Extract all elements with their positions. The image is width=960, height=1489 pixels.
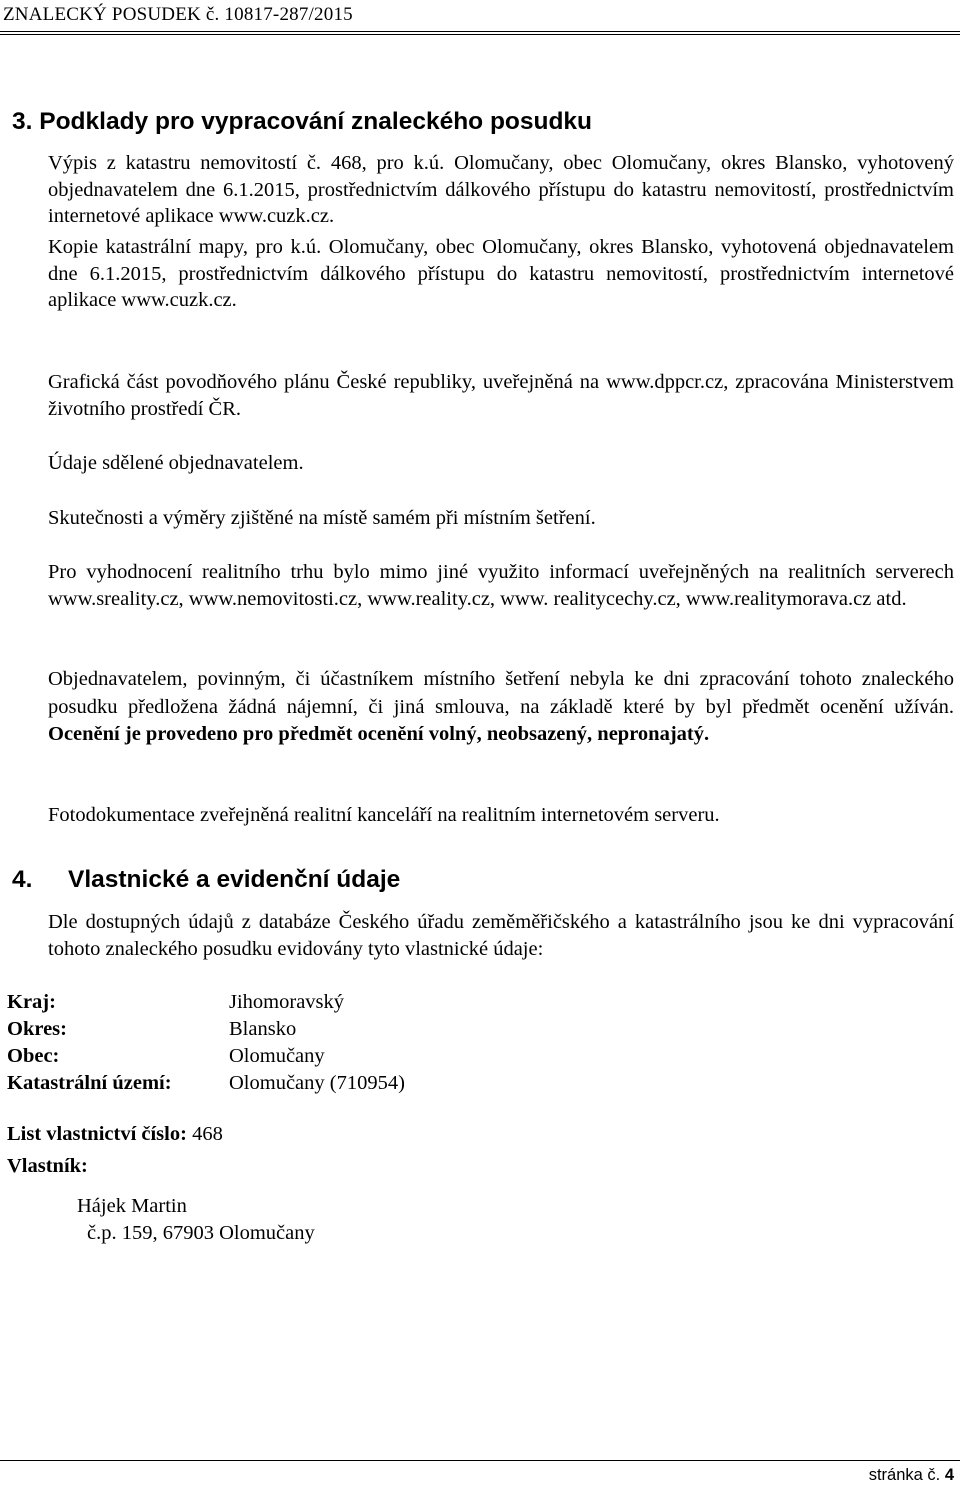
- field-municipality-value: Olomučany: [229, 1045, 325, 1067]
- page-footer: [869, 1466, 954, 1485]
- section-4-heading: [12, 866, 400, 894]
- ownership-sheet-number: 468: [192, 1123, 223, 1145]
- field-region-label: Kraj:: [7, 991, 56, 1013]
- paragraph-market-sources: Pro vyhodnocení realitního trhu bylo mimo jiné využito informací uveřejněných na realitních serverech www.sreality.cz, www.nemovitosti.cz, www.reality.cz, www. realitycechy.cz, www.realitymorava.cz atd.: [48, 561, 954, 610]
- header-rule: [0, 31, 960, 32]
- field-district-value: Blansko: [229, 1018, 297, 1040]
- paragraph-lease-statement: [48, 666, 954, 749]
- paragraph-onsite-findings: Skutečnosti a výměry zjištěné na místě samém při místním šetření.: [48, 507, 596, 529]
- header-rule-secondary: [0, 34, 960, 35]
- section-3-number: 3.: [12, 108, 33, 135]
- field-municipality-label: Obec:: [7, 1045, 60, 1067]
- owner-name: Hájek Martin: [77, 1195, 187, 1217]
- section-3-heading: [12, 108, 592, 136]
- paragraph-photo-documentation: Fotodokumentace zveřejněná realitní kanceláří na realitním internetovém serveru.: [48, 804, 720, 826]
- field-district-label: Okres:: [7, 1018, 67, 1040]
- owner-address: č.p. 159, 67903 Olomučany: [87, 1222, 315, 1244]
- paragraph-flood-plan: Grafická část povodňového plánu České republiky, uveřejněná na www.dppcr.cz, zpracována Ministerstvem životního prostředí ČR.: [48, 371, 954, 420]
- field-cadastral-area-value: Olomučany (710954): [229, 1072, 405, 1094]
- page-header: [0, 2, 960, 30]
- footer-page-label: stránka č.: [868, 1466, 941, 1484]
- lease-text: Objednavatelem, povinným, či účastníkem místního šetření nebyla ke dni zpracování tohoto znaleckého posudku předložena žádná nájemní, či jiná smlouva, na základě které by byl předmět ocenění užíván.: [48, 668, 954, 718]
- section-4-title: Vlastnické a evidenční údaje: [68, 866, 401, 893]
- header-title: ZNALECKÝ POSUDEK č. 10817-287/2015: [3, 4, 353, 25]
- ownership-sheet-label: List vlastnictví číslo:: [7, 1123, 187, 1145]
- section-4-number: 4.: [12, 866, 33, 893]
- ownership-sheet-line: [7, 1123, 223, 1146]
- section-3-title: Podklady pro vypracování znaleckého posudku: [39, 108, 593, 135]
- paragraph-cadastral-map: Kopie katastrální mapy, pro k.ú. Olomučany, obec Olomučany, okres Blansko, vyhotovená objednavatelem dne 6.1.2015, prostřednictvím dálkového přístupu do katastru nemovitostí, prostřednictvím internetové aplikace www.cuzk.cz.: [48, 236, 954, 311]
- paragraph-cadastre-extract: Výpis z katastru nemovitostí č. 468, pro k.ú. Olomučany, obec Olomučany, okres Blansko, vyhotovený objednavatelem dne 6.1.2015, prostřednictvím dálkového přístupu do katastru nemovitostí, prostřednictvím internetové aplikace www.cuzk.cz.: [48, 152, 954, 227]
- field-cadastral-area-label: Katastrální území:: [7, 1072, 172, 1094]
- lease-bold-text: Ocenění je provedeno pro předmět ocenění volný, neobsazený, nepronajatý.: [48, 723, 710, 745]
- footer-rule: [0, 1460, 960, 1461]
- paragraph-client-data: Údaje sdělené objednavatelem.: [48, 452, 304, 474]
- owner-label: Vlastník:: [7, 1155, 88, 1177]
- field-region-value: Jihomoravský: [229, 991, 345, 1013]
- paragraph-ownership-intro: Dle dostupných údajů z databáze Českého úřadu zeměměřičského a katastrálního jsou ke dni vypracování tohoto znaleckého posudku evidovány tyto vlastnické údaje:: [48, 911, 954, 960]
- footer-page-number: 4: [944, 1466, 954, 1484]
